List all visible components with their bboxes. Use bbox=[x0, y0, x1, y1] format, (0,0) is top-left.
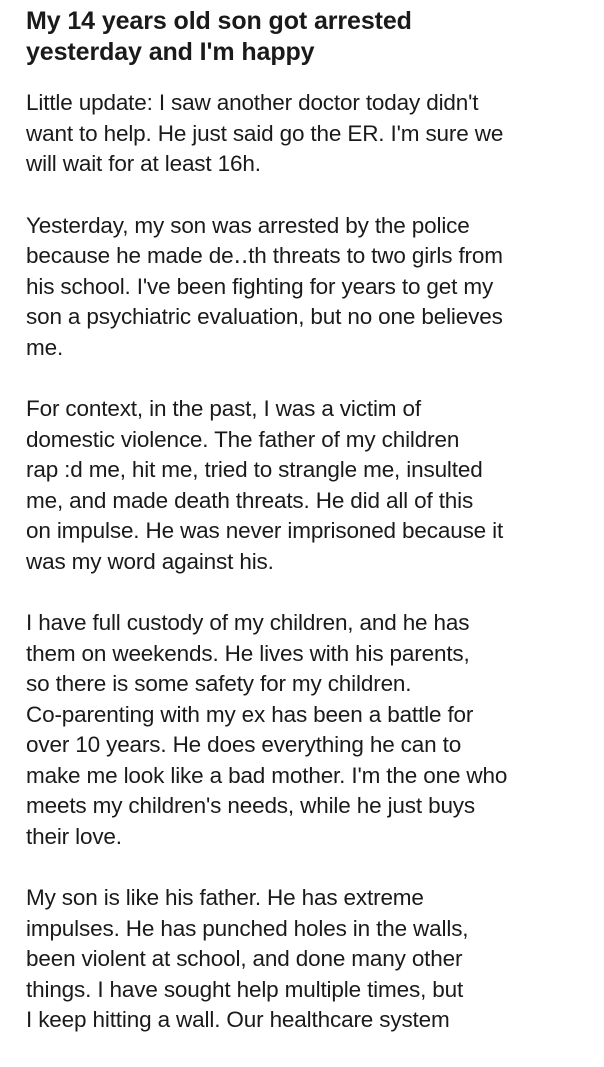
text-line: I have full custody of my children, and he has bbox=[26, 610, 470, 635]
text-line: Little update: I saw another doctor today didn't bbox=[26, 90, 479, 115]
text-line: rap :d me, hit me, tried to strangle me, insulted bbox=[26, 457, 483, 482]
text-line: me. bbox=[26, 334, 64, 360]
paragraph-context bbox=[26, 394, 586, 577]
text-line: so there is some safety for my children. bbox=[26, 671, 412, 696]
text-line: want to help. He just said go the ER. I'm sure we bbox=[26, 120, 504, 146]
paragraph-update bbox=[26, 88, 586, 180]
post bbox=[26, 6, 586, 1067]
text-line: on impulse. He was never imprisoned because it bbox=[26, 518, 504, 543]
text-line: them on weekends. He lives with his parents, bbox=[26, 640, 470, 666]
post-title bbox=[26, 6, 586, 68]
text-line: their love. bbox=[26, 823, 122, 849]
text-line: For context, in the past, I was a victim of bbox=[26, 396, 421, 421]
text-line: been violent at school, and done many other bbox=[26, 946, 463, 971]
text-line: will wait for at least 16h. bbox=[26, 151, 261, 176]
text-line: over 10 years. He does everything he can to bbox=[26, 732, 462, 757]
title-line: yesterday and I'm happy bbox=[26, 38, 315, 66]
post-body bbox=[26, 88, 586, 1036]
text-line: My son is like his father. He has extreme bbox=[26, 885, 424, 910]
text-line: things. I have sought help multiple times, but bbox=[26, 976, 464, 1002]
text-line: impulses. He has punched holes in the walls, bbox=[26, 915, 469, 941]
text-line: domestic violence. The father of my children bbox=[26, 426, 460, 452]
text-line: was my word against his. bbox=[26, 548, 274, 574]
paragraph-arrest bbox=[26, 211, 586, 364]
paragraph-son bbox=[26, 883, 586, 1036]
text-line: Co-parenting with my ex has been a battle for bbox=[26, 701, 474, 727]
text-line: meets my children's needs, while he just buys bbox=[26, 793, 476, 818]
text-line: make me look like a bad mother. I'm the one who bbox=[26, 762, 508, 788]
title-line: My 14 years old son got arrested bbox=[26, 7, 412, 35]
text-line: me, and made death threats. He did all of this bbox=[26, 487, 474, 513]
text-line: son a psychiatric evaluation, but no one believes bbox=[26, 304, 503, 329]
text-line: because he made de․․th threats to two girls from bbox=[26, 243, 503, 268]
text-line: his school. I've been fighting for years to get my bbox=[26, 273, 494, 299]
paragraph-custody bbox=[26, 608, 586, 852]
text-line: Yesterday, my son was arrested by the police bbox=[26, 212, 470, 238]
text-line: I keep hitting a wall. Our healthcare system bbox=[26, 1007, 450, 1032]
